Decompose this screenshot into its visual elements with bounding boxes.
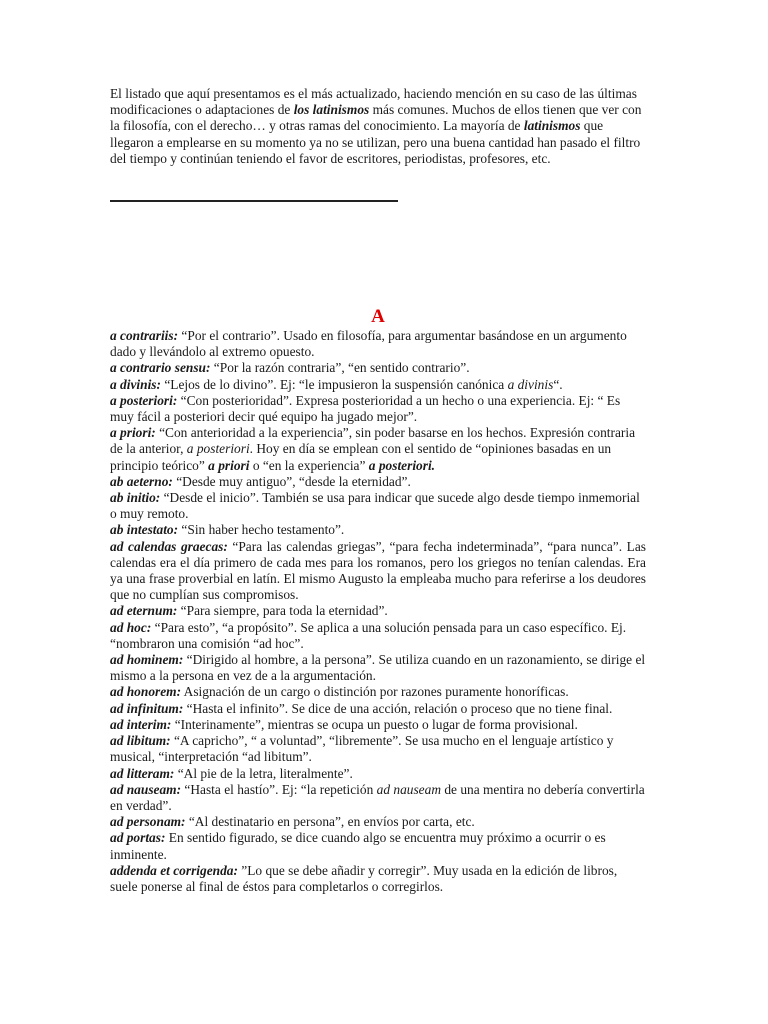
entry-definition: “Interinamente”, mientras se ocupa un puesto o lugar de forma provisional. [171,716,578,732]
document-page [110,86,646,895]
glossary-entry [110,539,646,604]
entry-term: ab aeterno: [110,473,173,489]
entry-term: ab intestato: [110,522,179,538]
entry-term: a contrario sensu: [110,360,211,376]
intro-paragraph [110,86,646,167]
entry-definition: Asignación de un cargo o distinción por razones puramente honoríficas. [181,684,569,700]
intro-text: que llegaron a emplearse en su momento ya no se utilizan, pero una buena cantidad han pasado el filtro del tiempo y continúan teniendo el favor de escritores, periodistas, profesores, etc. [110,118,641,166]
glossary-entry [110,782,646,814]
entry-definition: “Hasta el infinito”. Se dice de una acción, relación o proceso que no tiene final. [183,700,613,716]
glossary-entry [110,393,646,425]
entry-term: ab initio: [110,490,161,506]
entry-term: ad interim: [110,716,172,732]
entry-definition: “Por la razón contraria”, “en sentido contrario”. [210,360,470,376]
glossary-entry [110,603,646,619]
glossary-entry [110,360,646,376]
entry-definition: o “en la experiencia” [249,457,369,473]
glossary-entry [110,474,646,490]
glossary-entry [110,328,646,360]
glossary-entry [110,863,646,895]
entry-definition: “Por el contrario”. Usado en filosofía, para argumentar basándose en un argumento dado y llevándolo al extremo opuesto. [110,328,627,360]
glossary-entry [110,684,646,700]
glossary-entry [110,701,646,717]
entry-term: ad calendas graecas: [110,538,228,554]
glossary-entry [110,490,646,522]
entry-term: ad libitum: [110,733,171,749]
entry-definition: ”Lo que se debe añadir y corregir”. Muy usada en la edición de libros, suele ponerse al final de éstos para completarlos o corregirlos. [110,862,618,894]
glossary-entry [110,766,646,782]
glossary-entry [110,733,646,765]
entry-definition: “Desde el inicio”. También se usa para indicar que sucede algo desde tiempo inmemorial o muy remoto. [110,490,640,522]
entry-emphasis: a divinis [507,376,554,392]
entry-term: a divinis: [110,376,161,392]
entry-term: a contrariis: [110,328,179,344]
entry-definition: “Lejos de lo divino”. Ej: “le impusieron la suspensión canónica [160,376,508,392]
entry-definition: “. [553,376,563,392]
entry-term: ad hoc: [110,619,152,635]
entry-definition: . Hoy en día se emplean con el sentido de “opiniones basadas en un principio teórico” [110,441,612,473]
intro-text: más comunes. Muchos de ellos tienen que ver con la filosofía, con el derecho… y otras ramas del conocimiento. La mayoría de [110,102,642,134]
entry-definition: “Dirigido al hombre, a la persona”. Se utiliza cuando en un razonamiento, se dirige el mismo a la persona en vez de a la argumentación. [110,652,646,684]
entry-term: addenda et corrigenda: [110,862,238,878]
entry-definition: “Para siempre, para toda la eternidad”. [177,603,388,619]
entry-term: ad honorem: [110,684,182,700]
entry-definition: “Para las calendas griegas”, “para fecha indeterminada”, “para nunca”. Las calendas era el día primero de cada mes para los romanos, pero los griegos no tenían calendas. Era ya una frase proverbial en latín. El mismo Augusto la empleaba mucho para referirse a los deudores que no cumplían sus compromisos. [110,538,646,603]
glossary-list [110,328,646,895]
entry-term: ad litteram: [110,765,175,781]
glossary-entry [110,377,646,393]
entry-definition: “Sin haber hecho testamento”. [178,522,345,538]
intro-emphasis: latinismos [523,118,581,134]
glossary-entry [110,620,646,652]
horizontal-rule [110,200,398,202]
entry-definition: “Al pie de la letra, literalmente”. [174,765,353,781]
entry-term: ad portas: [110,830,166,846]
entry-definition: “Desde muy antiguo”, “desde la eternidad”. [172,473,411,489]
entry-definition: “Hasta el hastío”. Ej: “la repetición [181,781,377,797]
entry-definition: “A capricho”, “ a voluntad”, “libremente”. Se usa mucho en el lenguaje artístico y musical, “interpretación “ad libitum”. [110,733,614,765]
entry-term: a posteriori: [110,392,178,408]
glossary-entry [110,425,646,474]
glossary-entry [110,814,646,830]
intro-text: El listado que aquí presentamos es el más actualizado, haciendo mención en su caso de las últimas modificaciones o adaptaciones de [110,86,637,118]
entry-emphasis: a posteriori. [368,457,436,473]
entry-definition: “Para esto”, “a propósito”. Se aplica a una solución pensada para un caso específico. Ej. “nombraron una comisión “ad hoc”. [110,619,627,651]
entry-definition: “Al destinatario en persona”, en envíos por carta, etc. [185,814,475,830]
entry-term: ad infinitum: [110,700,184,716]
entry-definition: “Con posterioridad”. Expresa posterioridad a un hecho o una experiencia. Ej: “ Es muy fácil a posteriori decir qué equipo ha jugado mejor”. [110,392,621,425]
entry-definition: “Con anterioridad a la experiencia”, sin poder basarse en los hechos. Expresión contraria de la anterior, [110,425,636,457]
glossary-entry [110,717,646,733]
entry-emphasis: ad nauseam [376,781,441,797]
entry-emphasis: a priori [208,457,250,473]
entry-term: ad nauseam: [110,781,182,797]
glossary-entry [110,830,646,862]
entry-emphasis: a posteriori [186,441,250,457]
intro-emphasis: los latinismos [293,102,370,118]
entry-term: ad personam: [110,814,186,830]
glossary-entry [110,522,646,538]
section-letter-heading: A [371,306,385,328]
entry-term: ad hominem: [110,652,184,668]
glossary-entry [110,652,646,684]
entry-definition: de una mentira no debería convertirla en verdad”. [110,781,645,813]
entry-definition: En sentido figurado, se dice cuando algo se encuentra muy próximo a ocurrir o es inminente. [110,830,606,862]
entry-term: a priori: [110,425,156,441]
entry-term: ad eternum: [110,603,178,619]
